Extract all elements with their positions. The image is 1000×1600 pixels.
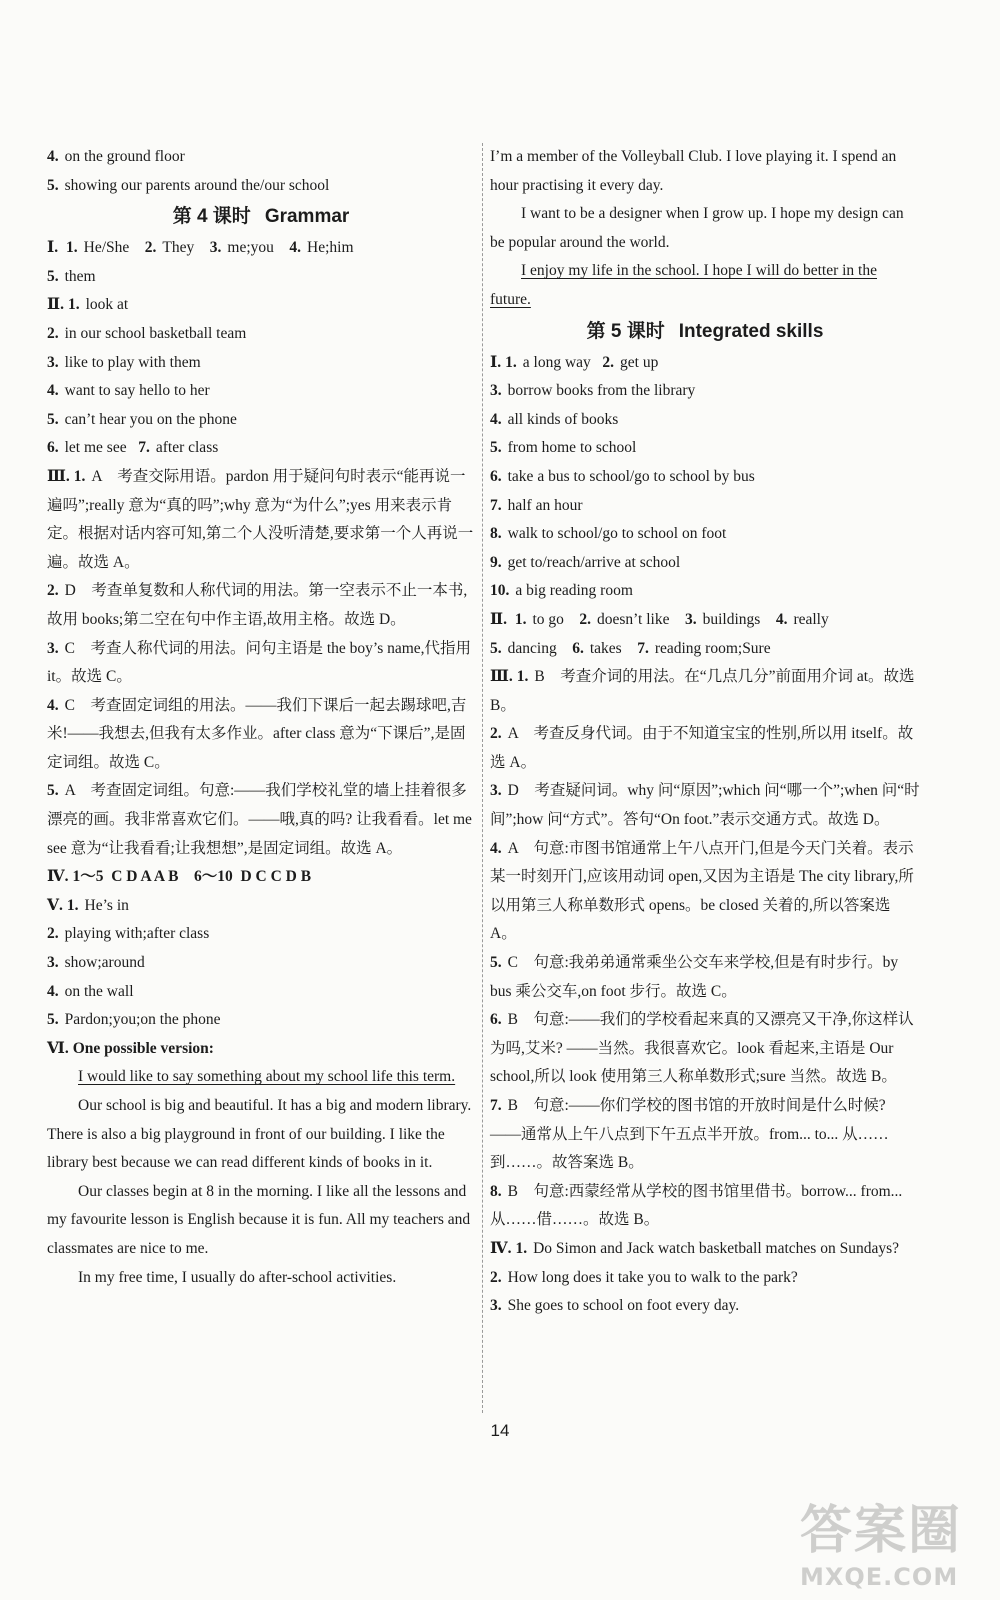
essay-paragraph: I’m a member of the Volleyball Club. I love playing it. I spend an hour practising it every day.	[490, 148, 897, 194]
page-number: 14	[490, 1421, 510, 1440]
answer-line: 6. let me see 7. after class	[47, 439, 219, 457]
section-3-item: 8. B 句意:西蒙经常从学校的图书馆里借书。borrow... from... 从……借……。故选 B。	[490, 1182, 903, 1229]
section-3-item: 5. A 考查固定词组。句意:——我们学校礼堂的墙上挂着很多漂亮的画。我非常喜欢它们。——哦,真的吗? 让我看看。let me see 意为“让我看看;让我想想”,是固定词组。故选 A。	[47, 782, 472, 857]
lesson-heading: 第 5 课时 Integrated skills	[586, 320, 824, 342]
answer-line: 4. on the ground floor	[47, 148, 185, 165]
section-3-item: 3. C 考查人称代词的用法。问句主语是 the boy’s name,代指用 it。故选 C。	[47, 639, 472, 686]
answer-line: 3. borrow books from the library	[490, 382, 696, 400]
essay-paragraph: In my free time, I usually do after-school activities.	[78, 1268, 397, 1286]
answer-line: 9. get to/reach/arrive at school	[490, 553, 681, 571]
left-column	[47, 143, 475, 1292]
section-3-item: 6. B 句意:——我们的学校看起来真的又漂亮又干净,你这样认为吗,艾米? ——当然。我很喜欢它。look 看起来,主语是 Our school,所以 look 使用第三人称单数形式;sure 当然。故选 B。	[490, 1011, 914, 1086]
section-3-item: 3. D 考查疑问词。why 问“原因”;which 问“哪一个”;when 问“时间”;how 问“方式”。答句“On foot.”表示交通方式。故选 D。	[490, 782, 920, 829]
section-3-item: 5. C 句意:我弟弟通常乘坐公交车来学校,但是有时步行。by bus 乘公交车,on foot 步行。故选 C。	[490, 954, 899, 1000]
section-4-item: Ⅳ. 1. Do Simon and Jack watch basketball matches on Sundays?	[490, 1239, 899, 1257]
section-3-item: 4. C 考查固定词组的用法。——我们下课后一起去踢球吧,吉米!——我想去,但我有太多作业。after class 意为“下课后”,是固定词组。故选 C。	[47, 696, 467, 771]
answer-line: 6. take a bus to school/go to school by bus	[490, 467, 755, 485]
section-2: Ⅱ. 1. look at	[47, 296, 129, 314]
answer-line: 2. playing with;after class	[47, 925, 210, 943]
answer-line: 2. in our school basketball team	[47, 324, 247, 342]
essay-paragraph: Our classes begin at 8 in the morning. I like all the lessons and my favourite lesson is English because it is fun. All my teachers and classmates are nice to me.	[47, 1182, 471, 1257]
answer-line: 2. How long does it take you to walk to the park?	[490, 1268, 798, 1286]
answer-line: 4. want to say hello to her	[47, 382, 210, 400]
essay-paragraph: I would like to say something about my school life this term.	[78, 1068, 456, 1086]
answer-line: 5. from home to school	[490, 439, 637, 457]
essay-paragraph: Our school is big and beautiful. It has a big and modern library. There is also a big playground in front of our building. I like the library best because we can read different kinds of books in it.	[47, 1097, 472, 1172]
section-1: Ⅰ. 1. He/She 2. They 3. me;you 4. He;him	[47, 239, 354, 257]
section-3-item: Ⅲ. 1. B 考查介词的用法。在“几点几分”前面用介词 at。故选 B。	[490, 668, 915, 714]
section-6-label: Ⅵ. One possible version:	[47, 1039, 214, 1057]
answer-line: 4. on the wall	[47, 982, 134, 1000]
section-3-item: 2. A 考查反身代词。由于不知道宝宝的性别,所以用 itself。故选 A。	[490, 725, 914, 771]
section-5: Ⅴ. 1. He’s in	[47, 896, 129, 914]
answer-line: 10. a big reading room	[490, 582, 633, 600]
answer-line: 3. show;around	[47, 954, 145, 972]
answer-line: 7. half an hour	[490, 496, 583, 514]
section-2: Ⅱ. 1. to go 2. doesn’t like 3. buildings 4. really	[490, 610, 829, 628]
watermark-text: 答案圈	[800, 1501, 963, 1561]
answer-line: 5. them	[47, 267, 96, 285]
section-3-item: 2. D 考查单复数和人称代词的用法。第一空表示不止一本书,故用 books;第二空在句中作主语,故用主格。故选 D。	[47, 582, 468, 628]
answer-line: 5. Pardon;you;on the phone	[47, 1011, 221, 1029]
essay-paragraph: I want to be a designer when I grow up. I hope my design can be popular around the world.	[490, 205, 904, 251]
answer-line: 3. like to play with them	[47, 353, 201, 371]
section-1: Ⅰ. 1. a long way 2. get up	[490, 353, 659, 371]
section-3-item: 4. A 句意:市图书馆通常上午八点开门,但是今天门关着。表示某一时刻开门,应该用动词 open,又因为主语是 The city library,所以用第三人称单数形式 opens。be closed 关着的,所以答案选 A。	[490, 839, 914, 943]
watermark-url: MXQE.COM	[800, 1563, 959, 1591]
answer-line: 5. can’t hear you on the phone	[47, 410, 237, 428]
section-4: Ⅳ. 1～5 C D A A B 6～10 D C C D B	[47, 868, 312, 886]
section-3-item: Ⅲ. 1. A 考查交际用语。pardon 用于疑问句时表示“能再说一遍吗”;really 意为“真的吗”;why 意为“为什么”;yes 用来表示肯定。根据对话内容可知,第二个人没听清楚,要求第一个人再说一遍。故选 A。	[47, 467, 474, 571]
answer-line: 8. walk to school/go to school on foot	[490, 525, 727, 543]
watermark-logo	[800, 1488, 990, 1598]
answer-line: 5. showing our parents around the/our school	[47, 176, 330, 194]
column-divider	[482, 143, 483, 1413]
lesson-heading: 第 4 课时 Grammar	[172, 206, 350, 228]
section-3-item: 7. B 句意:——你们学校的图书馆的开放时间是什么时候? ——通常从上午八点到下午五点半开放。from... to... 从……到……。故答案选 B。	[490, 1097, 889, 1172]
answer-line: 5. dancing 6. takes 7. reading room;Sure	[490, 639, 771, 657]
right-column	[490, 143, 920, 1321]
essay-paragraph: I enjoy my life in the school. I hope I will do better in the future.	[490, 262, 877, 308]
answer-line: 4. all kinds of books	[490, 410, 619, 428]
answer-line: 3. She goes to school on foot every day.	[490, 1297, 740, 1315]
